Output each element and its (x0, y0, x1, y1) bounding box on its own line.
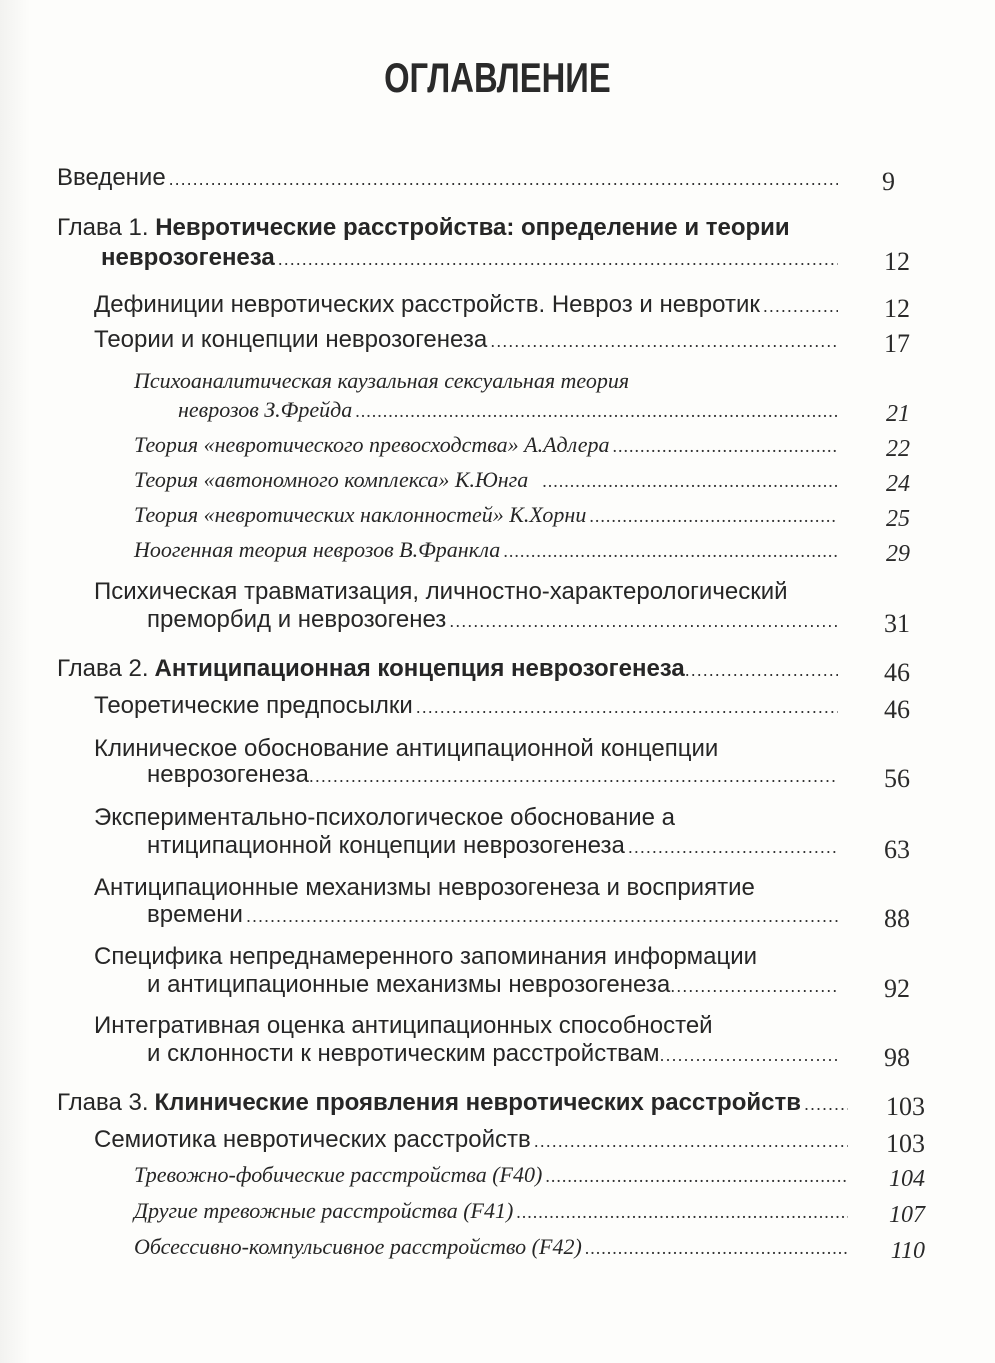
chapter-prefix: Глава 1. (57, 214, 156, 241)
toc-entry-title: Тревожно-фобические расстройства (F40) (134, 1162, 543, 1187)
leader-dots (660, 1045, 838, 1066)
toc-entry-title-cont: неврозов З.Фрейда (178, 397, 353, 422)
toc-entry-premises[interactable] (94, 692, 842, 727)
toc-entry-horney[interactable] (134, 502, 842, 537)
toc-entry-title: Теория «невротических наклонностей» К.Хорни (134, 502, 587, 527)
toc-page-number: 31 (884, 609, 910, 638)
chapter-title: Антиципационная концепция неврозогенеза (154, 655, 685, 682)
toc-page-number: 21 (886, 401, 910, 427)
toc-page-number: 17 (884, 329, 910, 358)
chapter-title: Невротические расстройства: определение и теории (155, 214, 790, 241)
toc-page-number: 25 (886, 506, 910, 532)
toc-entry-jung[interactable] (134, 467, 842, 502)
toc-entry-theories[interactable] (94, 326, 842, 361)
toc-page-number: 12 (884, 247, 910, 276)
toc-entry-freud[interactable]: Психоаналитическая каузальная сексуальная теория (134, 368, 630, 393)
leader-dots (309, 766, 838, 787)
leader-dots (503, 541, 838, 562)
toc-entry-title: Теория «невротического превосходства» А.Адлера (134, 432, 610, 457)
leader-dots (545, 1166, 848, 1187)
toc-chapter-1-cont[interactable] (101, 244, 842, 279)
chapter-title-cont: неврозогенеза (101, 244, 275, 271)
leader-dots (534, 1131, 848, 1152)
toc-page-number: 22 (886, 436, 910, 462)
toc-entry-title: Теоретические предпосылки (94, 692, 413, 719)
toc-entry-title: Ноогенная теория неврозов В.Франкла (134, 537, 501, 562)
toc-chapter-3[interactable] (57, 1089, 852, 1124)
leader-dots (355, 401, 838, 422)
leader-dots (763, 296, 838, 317)
toc-entry-title-cont: и антиципационные механизмы неврозогенеза (147, 971, 671, 998)
toc-entry-title: Теория «автономного комплекса» К.Юнга (134, 467, 529, 492)
leader-dots (449, 611, 838, 632)
toc-page-number: 29 (886, 541, 910, 567)
toc-entry-title-cont: преморбид и неврозогенез (147, 606, 447, 633)
toc-chapter-2[interactable] (57, 655, 842, 690)
toc-entry-intro[interactable] (57, 164, 842, 199)
toc-entry-adler[interactable] (134, 432, 842, 467)
toc-page-number: 63 (884, 835, 910, 864)
toc-page-number: 98 (884, 1043, 910, 1072)
toc-page-number: 103 (886, 1129, 925, 1158)
toc-page-number: 24 (886, 471, 910, 497)
toc-entry-title: Введение (57, 164, 166, 191)
toc-entry-title: Обсессивно-компульсивное расстройство (F42) (134, 1234, 582, 1259)
chapter-prefix: Глава 2. (57, 655, 149, 682)
toc-entry-semiotics[interactable] (94, 1126, 852, 1161)
toc-page-number: 56 (884, 764, 910, 793)
page-title: ОГЛАВЛЕНИЕ (384, 54, 611, 101)
toc-entry-definitions[interactable] (94, 291, 842, 326)
toc-entry-trauma-cont[interactable] (147, 606, 842, 641)
toc-entry-title: Теории и концепции неврозогенеза (94, 326, 488, 353)
toc-entry-clinical-cont[interactable] (147, 761, 842, 796)
leader-dots (670, 976, 838, 997)
toc-entry-memory[interactable]: Специфика непреднамеренного запоминания информации (94, 943, 758, 970)
toc-page-number: 88 (884, 904, 910, 933)
toc-page-number: 92 (884, 974, 910, 1003)
leader-dots (490, 331, 838, 352)
toc-entry-time-perception[interactable]: Антиципационные механизмы неврозогенеза и восприятие (94, 874, 755, 901)
leader-dots (585, 1238, 848, 1259)
leader-dots (516, 1202, 848, 1223)
leader-dots (628, 837, 838, 858)
leader-dots (246, 906, 838, 927)
toc-entry-integrative[interactable]: Интегративная оценка антиципационных способностей (94, 1012, 713, 1039)
toc-page-number: 12 (884, 294, 910, 323)
toc-entry-title: Другие тревожные расстройства (F41) (134, 1198, 514, 1223)
leader-dots (589, 506, 838, 527)
toc-page-number: 107 (889, 1202, 925, 1228)
toc-entry-clinical[interactable]: Клиническое обоснование антиципационной концепции (94, 735, 719, 762)
leader-dots (804, 1094, 848, 1115)
toc-entry-title-cont: неврозогенеза (147, 761, 309, 788)
toc-page-number: 46 (884, 658, 910, 687)
toc-entry-f42[interactable] (134, 1234, 852, 1269)
toc-entry-frankl[interactable] (134, 537, 842, 572)
leader-dots (416, 697, 838, 718)
toc-entry-title-cont: нтиципационной концепции неврозогенеза (147, 832, 625, 859)
leader-dots (613, 436, 838, 457)
toc-entry-title: Дефиниции невротических расстройств. Невроз и невротик (94, 291, 760, 318)
toc-entry-f41[interactable] (134, 1198, 852, 1233)
toc-entry-title: Семиотика невротических расстройств (94, 1126, 531, 1153)
leader-dots (278, 249, 838, 270)
leader-dots (542, 471, 838, 492)
toc-entry-freud-cont[interactable] (178, 397, 842, 432)
toc-entry-memory-cont[interactable] (147, 971, 842, 1006)
toc-entry-experimental-cont[interactable] (147, 832, 842, 867)
toc-entry-time-perception-cont[interactable] (147, 901, 842, 936)
toc-entry-title-cont: времени (147, 901, 243, 928)
leader-dots (169, 169, 838, 190)
toc-chapter-1[interactable] (57, 210, 790, 245)
leader-dots (685, 660, 838, 681)
chapter-prefix: Глава 3. (57, 1089, 149, 1116)
toc-entry-trauma[interactable]: Психическая травматизация, личностно-характерологический (94, 578, 788, 605)
toc-page-number: 9 (882, 167, 895, 196)
toc-entry-integrative-cont[interactable] (147, 1040, 842, 1075)
toc-page-number: 103 (886, 1092, 925, 1121)
chapter-title: Клинические проявления невротических расстройств (154, 1089, 801, 1116)
toc-page-number: 104 (889, 1166, 925, 1192)
toc-entry-f40[interactable] (134, 1162, 852, 1197)
page-edge-shadow (0, 0, 30, 1363)
toc-page-number: 110 (890, 1238, 925, 1264)
toc-page-number: 46 (884, 695, 910, 724)
toc-entry-title-cont: и склонности к невротическим расстройствам (147, 1040, 660, 1067)
toc-entry-experimental[interactable]: Экспериментально-психологическое обоснование а (94, 804, 676, 831)
